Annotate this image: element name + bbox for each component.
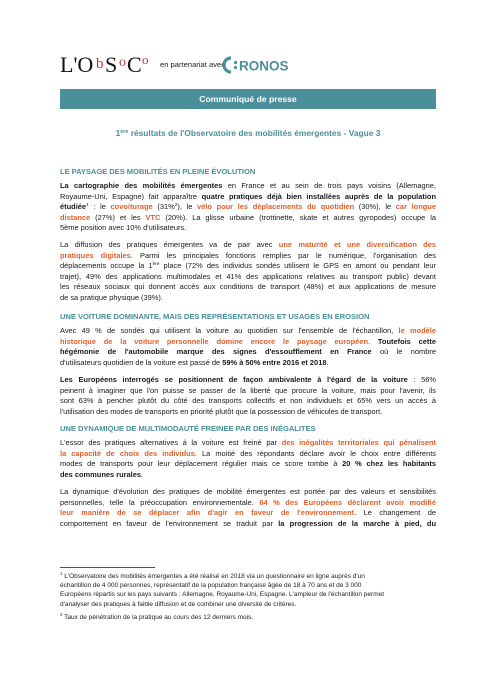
paragraph-line: La dynamique d'évolution des pratiques de mobilité émergentes est portée par des valeurs et sensibilités — [60, 487, 436, 496]
paragraph-line: modes de transports pour leur déplacement régulier mais ce score tombe à 20 % chez les habitants — [60, 459, 436, 468]
paragraph-line: 5ème position avec 10% d'utilisateurs. — [60, 223, 187, 232]
paragraph-line: historique de la voiture personnelle domine encore le paysage européen. Toutefois cette — [60, 336, 436, 346]
paragraph-line: pratiques digitales. Parmi les principales fonctions remplies par le numérique, l'organisation des — [60, 250, 436, 260]
section-heading-landscape: LE PAYSAGE DES MOBILITÉS EN PLEINE ÉVOLUTION — [60, 167, 256, 176]
svg-text:b: b — [96, 56, 104, 72]
paragraph-line: peinent à imaginer que l'on puisse se passer de la liberté que procure la voiture, mais pour l'avenir, ils — [60, 385, 436, 395]
svg-text:RONOS: RONOS — [239, 58, 289, 74]
paragraph-line: Royaume-Uni, Espagne) fait apparaître quatre pratiques déjà bien installées auprès de la population — [60, 191, 437, 201]
press-release-banner: Communiqué de presse — [60, 89, 436, 109]
paragraph-line: hégémonie de l'automobile marque des signes d'essoufflement en France où le nombre — [60, 347, 436, 356]
footnote-1-line: d'analyser des pratiques à faible diffusion et de combiner une diversité de critères. — [60, 600, 297, 608]
paragraph-line: de sa pratique physique (39%). — [60, 292, 163, 302]
section-heading-car: UNE VOITURE DOMINANTE, MAIS DES REPRÉSENTATIONS ET USAGES EN EROSION — [60, 312, 370, 321]
document-title: 1ère résultats de l'Observatoire des mobilités émergentes - Vague 3 — [115, 128, 381, 138]
paragraph-line: les réseaux sociaux qui donnent accès aux conditions de transport (48%) et aux applications de mesure — [60, 282, 436, 291]
chronos-logo — [221, 55, 301, 75]
footnote-2: $^2$ Taux de pénétration de la pratique au cours des 12 derniers mois. — [60, 612, 254, 621]
footnote-1-line: échantillon de 4 000 personnes, représentatif de la population française âgée de 18 à 70 ans et de 3 000 — [60, 582, 362, 590]
footnote-ref[interactable]: 2 — [174, 203, 178, 208]
paragraph-line: La diffusion des pratiques émergentes va de pair avec une maturité et une diversification des — [60, 240, 436, 249]
paragraph-line: trajet), 49% des applications multimodales et 41% des applications relatives au transport public) devant — [60, 271, 436, 281]
partner-text: en partenariat avec — [160, 60, 226, 69]
svg-text:C: C — [127, 52, 142, 77]
footnote-ref[interactable]: 1 — [86, 203, 89, 208]
paragraph-line: sont 63% à pencher plutôt du côté des transports collectifs et non individuels et 65% vers un accès à — [60, 396, 436, 405]
paragraph-line: étudiée$^1$ : le covoiturage (31%$^2$), le vélo pour les déplacements du quotidien (30%), le car longue — [60, 202, 436, 211]
svg-text:o: o — [119, 55, 126, 70]
footnote-1: $^1$ L'Observatoire des mobilités émergentes a été réalisé en 2018 via un questionnaire en ligne auprès d'un — [60, 571, 365, 580]
paragraph-line: la capacité de choix des individus. La moitié des répondants déclare avoir le choix entre différents — [60, 448, 436, 458]
paragraph-line: L'essor des pratiques alternatives à la voiture est freiné par des inégalités territoriales qui pénalisent — [60, 438, 436, 447]
section-heading-multimodality: UNE DYNAMIQUE DE MULTIMODAUTÉ FREINEE PAR DES INÉGALITES — [60, 424, 316, 433]
paragraph-line: des communes rurales. — [60, 469, 144, 479]
paragraph-line: l'utilisation des modes de transports en priorité plutôt que la possession de véhicules de transport. — [60, 406, 383, 416]
svg-text:S: S — [105, 52, 118, 77]
paragraph-line: La cartographie des mobilités émergentes en France et au sein de trois pays voisins (Allemagne, — [60, 181, 436, 190]
paragraph-line: d'utilisateurs quotidien de la voiture est passé de 59% à 50% entre 2016 et 2018. — [60, 357, 329, 367]
paragraph-line: personnelles, telle la préoccupation environnementale. 64 % des Européens déclarent avoir modifié — [60, 497, 437, 507]
paragraph-line: Avec 49 % de sondés qui utilisent la voiture au quotidien sur l'ensemble de l'échantillon, le modèle — [60, 326, 436, 335]
footnote-1-line: Européens répartis sur les pays suivants : Allemagne, Royaume-Uni, Espagne. L'ampleur de l'échantillon permet — [60, 591, 385, 599]
paragraph-line: comportement en faveur de l'environnement se traduit par la progression de la marche à pied, du — [60, 518, 436, 528]
paragraph-line: distance (27%) et les VTC (20%). La glisse urbaine (trottinette, skate et autres gyropodes) occupe la — [60, 212, 436, 222]
footnote-divider — [60, 567, 155, 568]
svg-text:o: o — [142, 52, 149, 67]
svg-text:L'O: L'O — [60, 52, 94, 77]
paragraph-line: leur manière de se déplacer afin d'agir en faveur de l'environnement. Le changement de — [60, 508, 436, 517]
obsoco-logo — [60, 50, 155, 78]
paragraph-line: Les Européens interrogés se positionnent de façon ambivalente à l'égard de la voiture : 56% — [60, 375, 436, 384]
paragraph-line: déplacements occupe la 1ère place (72% des individus sondés utilisent le GPS en amont ou pendant leur — [60, 261, 436, 270]
